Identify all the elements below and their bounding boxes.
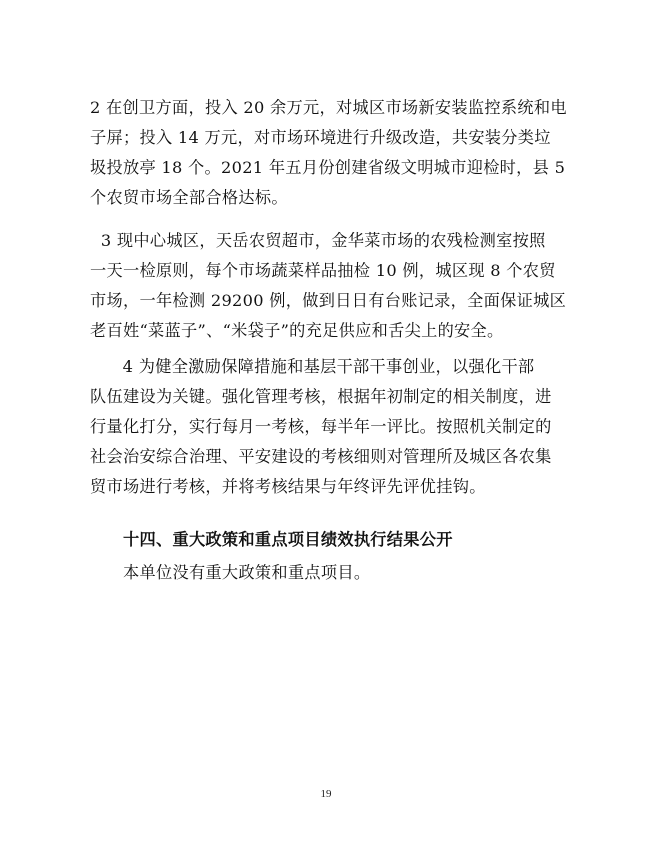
text-line: 一天一检原则，每个市场蔬菜样品抽检 10 例，城区现 8 个农贸 (90, 261, 556, 280)
text-line: 2 在创卫方面，投入 20 余万元，对城区市场新安装监控系统和电 (90, 98, 567, 117)
page-number: 19 (320, 788, 332, 800)
text-line: 3 现中心城区，天岳农贸超市，金华菜市场的农残检测室按照 (90, 231, 546, 250)
text-line: 4 为健全激励保障措施和基层干部干事创业，以强化干部 (90, 357, 535, 376)
text-line: 队伍建设为关键。强化管理考核，根据年初制定的相关制度，进 (90, 387, 552, 406)
text-line: 个农贸市场全部合格达标。 (90, 188, 288, 207)
paragraph-sanitation (90, 93, 570, 213)
text-line: 老百姓“菜蓝子”、“米袋子”的充足供应和舌尖上的安全。 (90, 321, 504, 340)
text-line: 行量化打分，实行每月一考核，每半年一评比。按照机关制定的 (90, 417, 552, 436)
paragraph-pesticide-testing (90, 226, 570, 346)
text-line: 社会治安综合治理、平安建设的考核细则对管理所及城区各农集 (90, 447, 552, 466)
section-heading: 十四、重大政策和重点项目绩效执行结果公开 (123, 530, 453, 549)
section-body: 本单位没有重大政策和重点项目。 (123, 563, 371, 582)
text-line: 市场，一年检测 29200 例，做到日日有台账记录，全面保证城区 (90, 291, 567, 310)
text-line: 贸市场进行考核，并将考核结果与年终评先评优挂钩。 (90, 477, 486, 496)
text-line: 圾投放亭 18 个。2021 年五月份创建省级文明城市迎检时，县 5 (90, 158, 566, 177)
text-line: 子屏；投入 14 万元，对市场环境进行升级改造，共安装分类垃 (90, 128, 551, 147)
paragraph-incentive-measures (90, 352, 570, 502)
